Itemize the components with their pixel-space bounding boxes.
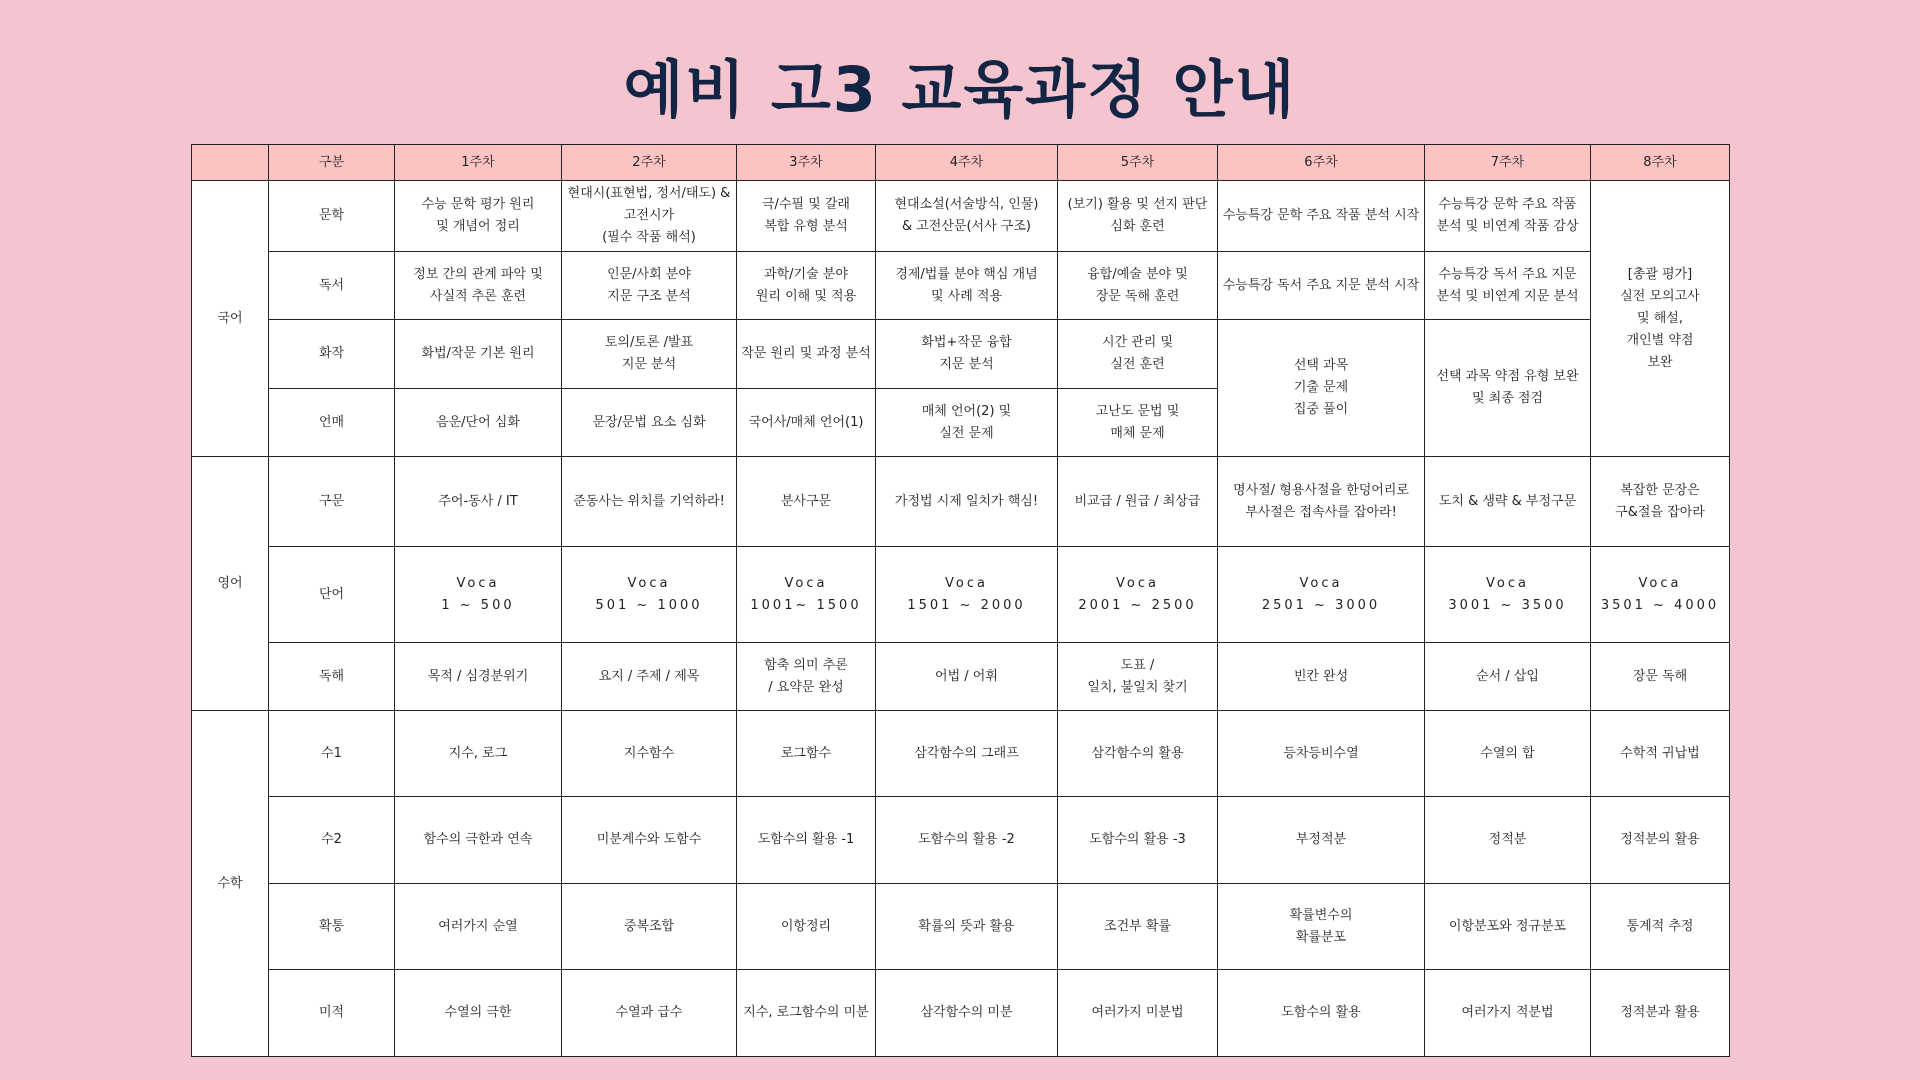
table-cell: 함수의 극한과 연속 [395, 797, 562, 884]
table-cell: 수능특강 문학 주요 작품 분석 및 비연계 작품 감상 [1425, 181, 1591, 252]
table-cell: 요지 / 주제 / 제목 [562, 643, 737, 711]
table-cell: 미분계수와 도함수 [562, 797, 737, 884]
korean-week7-merged: 선택 과목 약점 유형 보완 및 최종 점검 [1425, 320, 1591, 457]
row-label: 확통 [269, 884, 395, 970]
table-row [192, 320, 1730, 389]
table-cell: Voca 2501 ~ 3000 [1218, 547, 1425, 643]
table-cell: 문장/문법 요소 심화 [562, 389, 737, 457]
table-cell: 도함수의 활용 -1 [737, 797, 876, 884]
table-cell: 확률변수의 확률분포 [1218, 884, 1425, 970]
table-cell: 과학/기술 분야 원리 이해 및 적용 [737, 252, 876, 320]
table-cell: 경제/법률 분야 핵심 개념 및 사례 적용 [876, 252, 1058, 320]
table-cell: 정적분과 활용 [1591, 970, 1730, 1057]
table-row [192, 457, 1730, 547]
table-cell: Voca 3001 ~ 3500 [1425, 547, 1591, 643]
table-cell: 준동사는 위치를 기억하라! [562, 457, 737, 547]
table-row [192, 711, 1730, 797]
row-label: 언매 [269, 389, 395, 457]
table-cell: Voca 1 ~ 500 [395, 547, 562, 643]
table-cell: 주어-동사 / IT [395, 457, 562, 547]
table-cell: 정적분의 활용 [1591, 797, 1730, 884]
table-cell: 삼각함수의 미분 [876, 970, 1058, 1057]
table-cell: 음운/단어 심화 [395, 389, 562, 457]
table-cell: 빈칸 완성 [1218, 643, 1425, 711]
table-cell: 수열과 급수 [562, 970, 737, 1057]
table-cell: 매체 언어(2) 및 실전 문제 [876, 389, 1058, 457]
row-label: 단어 [269, 547, 395, 643]
row-label: 독서 [269, 252, 395, 320]
korean-week6-merged: 선택 과목 기출 문제 집중 풀이 [1218, 320, 1425, 457]
table-cell: 국어사/매체 언어(1) [737, 389, 876, 457]
table-cell: 고난도 문법 및 매체 문제 [1058, 389, 1218, 457]
table-cell: 분사구문 [737, 457, 876, 547]
table-row [192, 181, 1730, 252]
table-cell: 어법 / 어휘 [876, 643, 1058, 711]
header-week-4: 4주차 [876, 145, 1058, 181]
subject-english: 영어 [192, 457, 269, 711]
table-cell: 지수, 로그 [395, 711, 562, 797]
row-label: 미적 [269, 970, 395, 1057]
table-cell: 토의/토론 /발표 지문 분석 [562, 320, 737, 389]
table-row [192, 547, 1730, 643]
table-cell: 중복조합 [562, 884, 737, 970]
table-cell: 비교급 / 원급 / 최상급 [1058, 457, 1218, 547]
table-cell: 화법+작문 융합 지문 분석 [876, 320, 1058, 389]
header-week-8: 8주차 [1591, 145, 1730, 181]
table-cell: 삼각함수의 그래프 [876, 711, 1058, 797]
korean-week8-merged: [총괄 평가] 실전 모의고사 및 해설, 개인별 약점 보완 [1591, 181, 1730, 457]
row-label: 문학 [269, 181, 395, 252]
table-cell: 여러가지 미분법 [1058, 970, 1218, 1057]
table-cell: 도함수의 활용 -2 [876, 797, 1058, 884]
row-label: 화작 [269, 320, 395, 389]
table-cell: 지수함수 [562, 711, 737, 797]
table-cell: 순서 / 삽입 [1425, 643, 1591, 711]
table-row [192, 643, 1730, 711]
table-cell: Voca 2001 ~ 2500 [1058, 547, 1218, 643]
table-cell: 정보 간의 관계 파악 및 사실적 추론 훈련 [395, 252, 562, 320]
table-cell: 수학적 귀납법 [1591, 711, 1730, 797]
table-cell: 가정법 시제 일치가 핵심! [876, 457, 1058, 547]
table-cell: 화법/작문 기본 원리 [395, 320, 562, 389]
row-label: 구문 [269, 457, 395, 547]
table-cell: Voca 3501 ~ 4000 [1591, 547, 1730, 643]
header-blank [192, 145, 269, 181]
table-cell: 복잡한 문장은 구&절을 잡아라 [1591, 457, 1730, 547]
table-row [192, 797, 1730, 884]
table-cell: 여러가지 순열 [395, 884, 562, 970]
table-cell: 수능특강 독서 주요 지문 분석 시작 [1218, 252, 1425, 320]
table-cell: Voca 501 ~ 1000 [562, 547, 737, 643]
table-cell: 작문 원리 및 과정 분석 [737, 320, 876, 389]
header-week-6: 6주차 [1218, 145, 1425, 181]
header-week-5: 5주차 [1058, 145, 1218, 181]
table-cell: 수열의 극한 [395, 970, 562, 1057]
table-cell: 도표 / 일치, 불일치 찾기 [1058, 643, 1218, 711]
table-cell: 지수, 로그함수의 미분 [737, 970, 876, 1057]
table-cell: 명사절/ 형용사절을 한덩어리로 부사절은 접속사를 잡아라! [1218, 457, 1425, 547]
table-cell: 수능특강 독서 주요 지문 분석 및 비연계 지문 분석 [1425, 252, 1591, 320]
table-cell: 이항분포와 정규분포 [1425, 884, 1591, 970]
table-cell: 극/수필 및 갈래 복합 유형 분석 [737, 181, 876, 252]
table-cell: 확률의 뜻과 활용 [876, 884, 1058, 970]
table-cell: 도함수의 활용 [1218, 970, 1425, 1057]
table-cell: Voca 1501 ~ 2000 [876, 547, 1058, 643]
table-cell: 함축 의미 추론 / 요약문 완성 [737, 643, 876, 711]
row-label: 수1 [269, 711, 395, 797]
table-cell: 인문/사회 분야 지문 구조 분석 [562, 252, 737, 320]
header-week-3: 3주차 [737, 145, 876, 181]
header-week-2: 2주차 [562, 145, 737, 181]
table-cell: 현대소설(서술방식, 인물) & 고전산문(서사 구조) [876, 181, 1058, 252]
table-cell: 등차등비수열 [1218, 711, 1425, 797]
table-cell: 장문 독해 [1591, 643, 1730, 711]
table-cell: 융합/예술 분야 및 장문 독해 훈련 [1058, 252, 1218, 320]
header-row [192, 145, 1730, 181]
table-cell: 이항정리 [737, 884, 876, 970]
page-title: 예비 고3 교육과정 안내 [623, 53, 1297, 126]
table-cell: Voca 1001~ 1500 [737, 547, 876, 643]
table-cell: 수열의 합 [1425, 711, 1591, 797]
header-week-1: 1주차 [395, 145, 562, 181]
table-cell: 도함수의 활용 -3 [1058, 797, 1218, 884]
table-row [192, 970, 1730, 1057]
table-cell: 현대시(표현법, 정서/태도) & 고전시가 (필수 작품 해석) [562, 181, 737, 252]
table-cell: 삼각함수의 활용 [1058, 711, 1218, 797]
curriculum-table [191, 144, 1730, 1057]
header-week-7: 7주차 [1425, 145, 1591, 181]
table-cell: 목적 / 심경분위기 [395, 643, 562, 711]
subject-korean: 국어 [192, 181, 269, 457]
table-cell: 수능특강 문학 주요 작품 분석 시작 [1218, 181, 1425, 252]
table-cell: 수능 문학 평가 원리 및 개념어 정리 [395, 181, 562, 252]
table-cell: 여러가지 적분법 [1425, 970, 1591, 1057]
table-cell: 도치 & 생략 & 부정구문 [1425, 457, 1591, 547]
table-cell: (보기) 활용 및 선지 판단 심화 훈련 [1058, 181, 1218, 252]
header-category: 구분 [269, 145, 395, 181]
subject-math: 수학 [192, 711, 269, 1057]
table-cell: 조건부 확률 [1058, 884, 1218, 970]
table-cell: 로그함수 [737, 711, 876, 797]
table-cell: 통계적 추정 [1591, 884, 1730, 970]
table-cell: 부정적분 [1218, 797, 1425, 884]
table-row [192, 252, 1730, 320]
row-label: 독해 [269, 643, 395, 711]
row-label: 수2 [269, 797, 395, 884]
table-cell: 시간 관리 및 실전 훈련 [1058, 320, 1218, 389]
table-row [192, 884, 1730, 970]
table-cell: 정적분 [1425, 797, 1591, 884]
